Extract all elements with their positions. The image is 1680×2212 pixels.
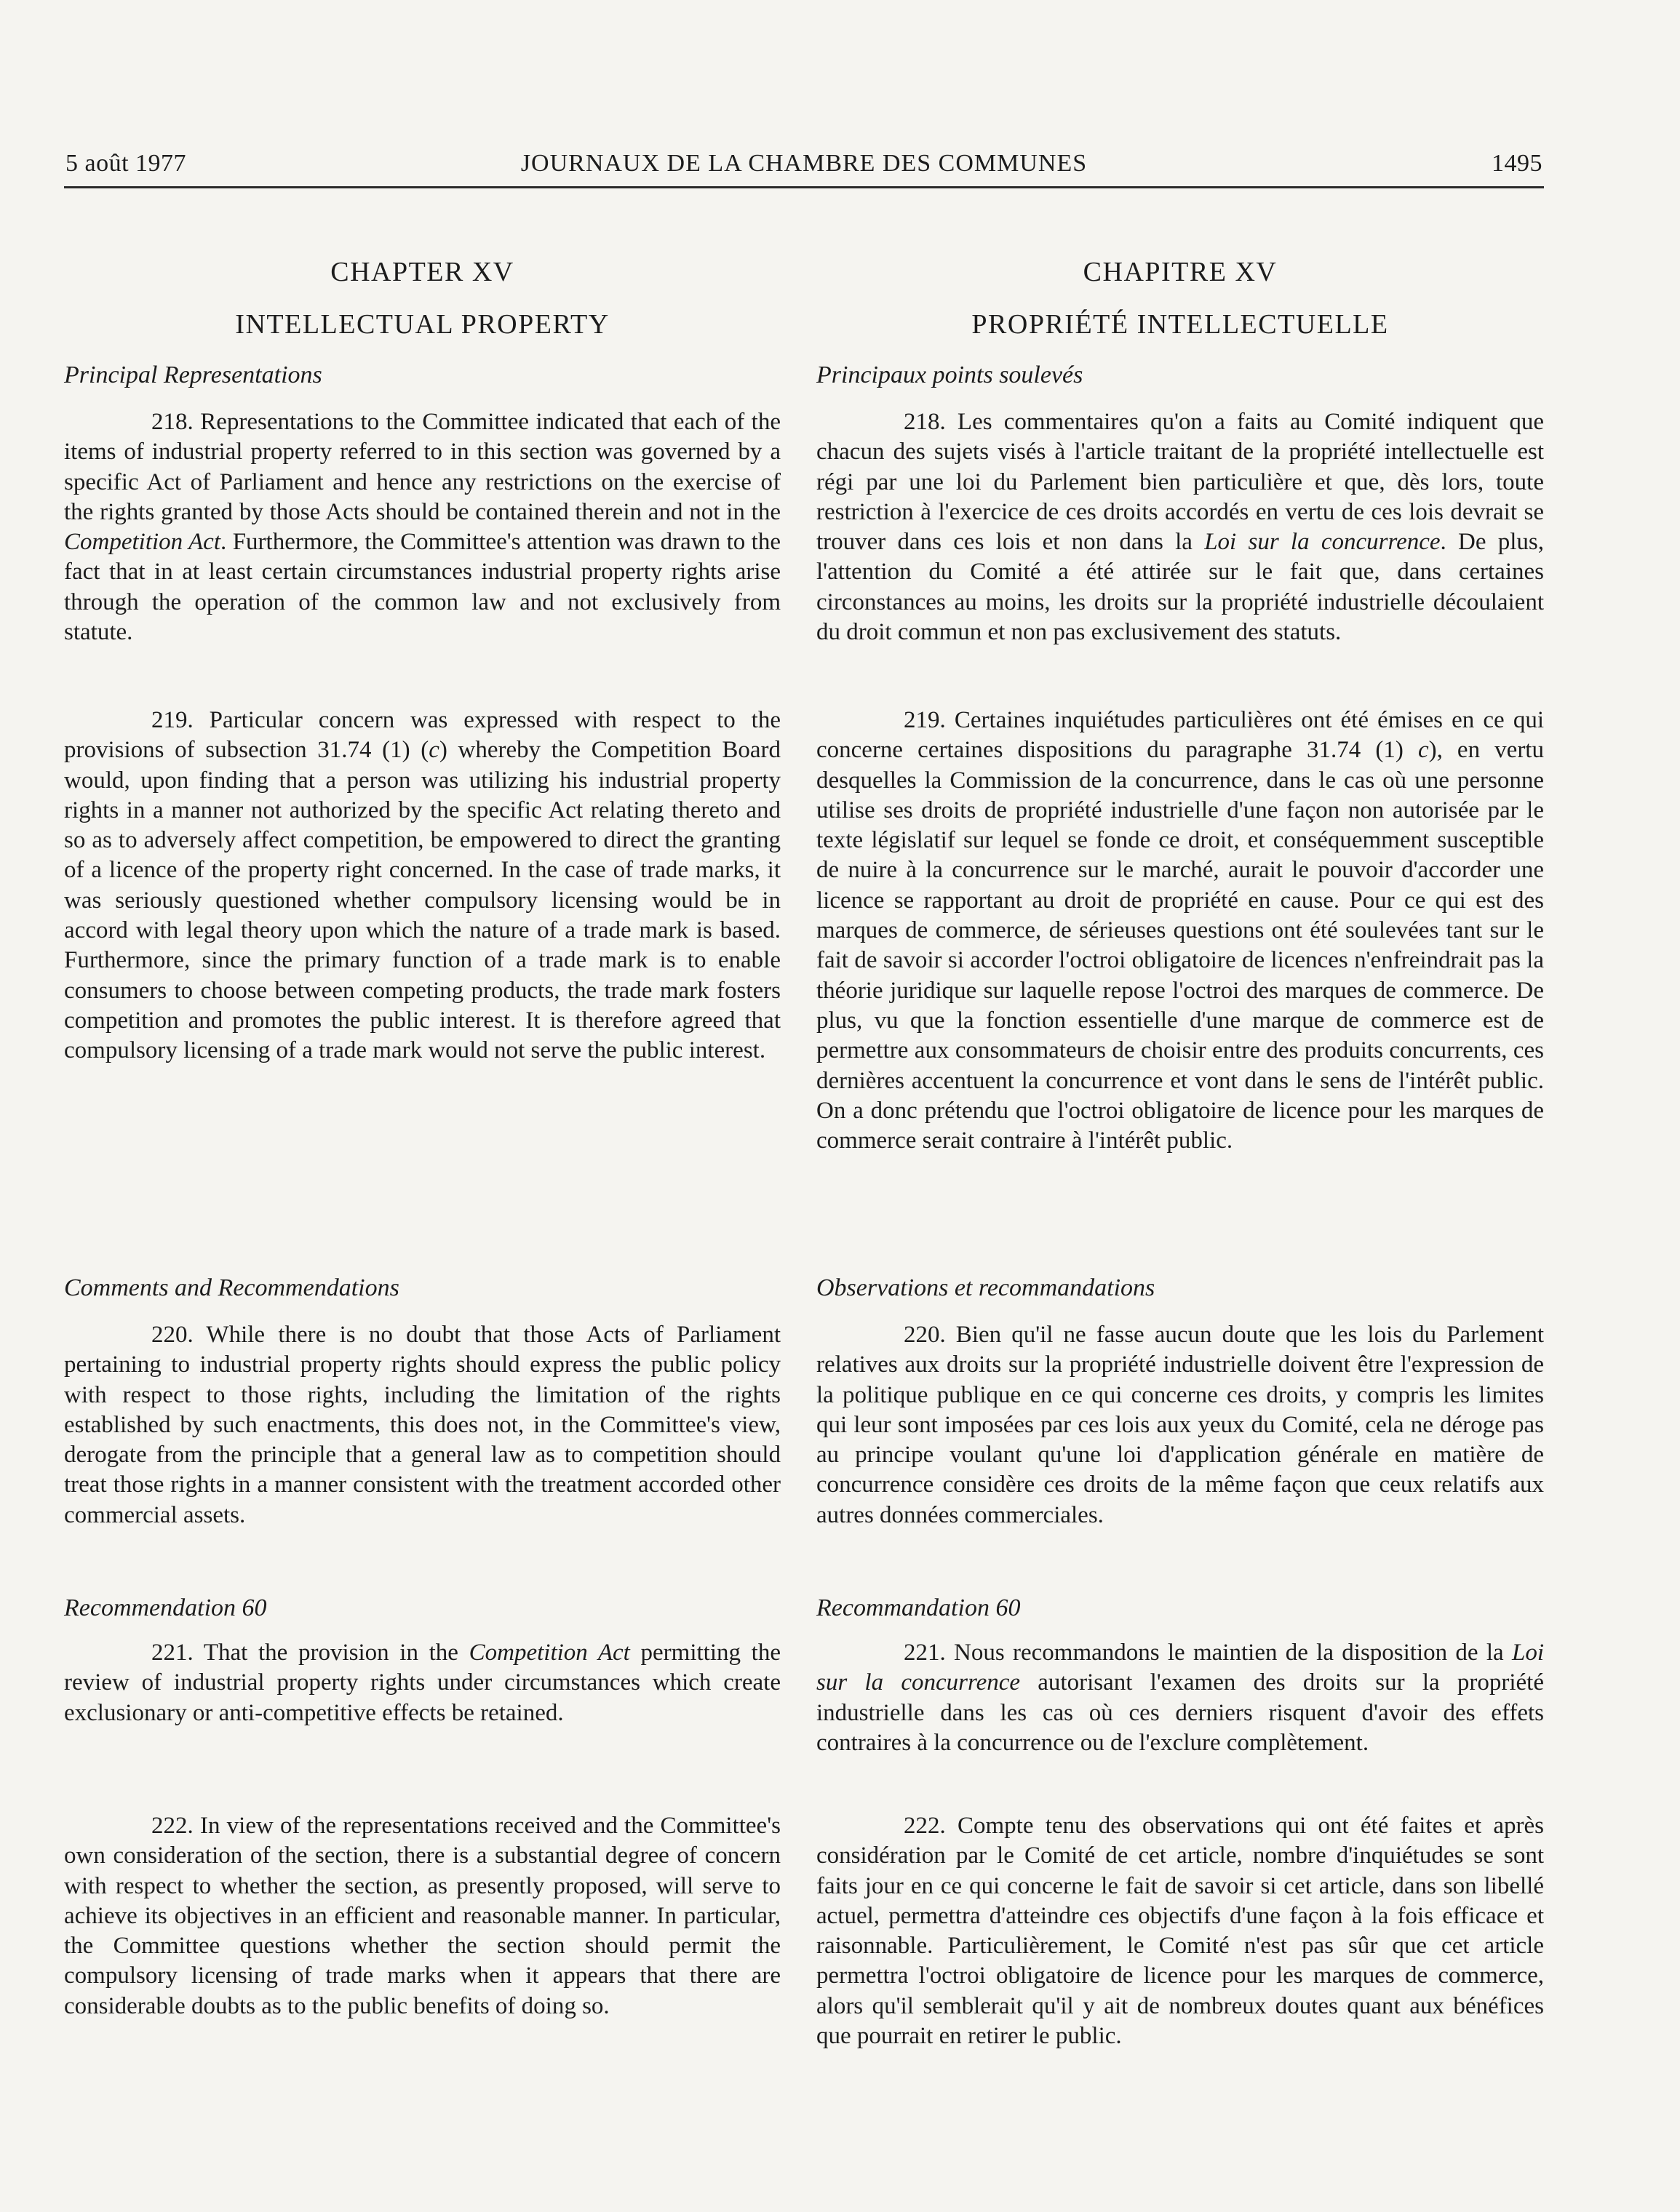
header-date: 5 août 1977 xyxy=(65,150,187,177)
paragraph-221: 221. That the provision in the Competition Act permitting the review of industrial property rights under circumstances which create exclusionary or anti-competitive effects be retained. xyxy=(64,1640,781,1726)
paragraph-219: 219. Particular concern was expressed with respect to the provisions of subsection 31.74 (1) (c) whereby the Competition Board would, upon finding that a person was utilizing his industrial property rights in a manner not authorized by the specific Act relating thereto and so as to adversely affect competition, be empowered to direct the granting of a licence of the property right concerned. In the case of trade marks, it was seriously questioned whether compulsory licensing would be in accord with legal theory upon which the nature of a trade mark is based. Furthermore, since the primary function of a trade mark is to enable consumers to choose between competing products, the trade mark fosters competition and promotes the public interest. It is therefore agreed that compulsory licensing of a trade mark would not serve the public interest. xyxy=(64,707,781,1064)
section-heading-principal: Principaux points soulevés xyxy=(816,362,1083,388)
section-heading-recommendation: Recommendation 60 xyxy=(64,1594,267,1621)
section-heading-recommendation: Recommandation 60 xyxy=(816,1594,1021,1621)
section-heading-comments: Comments and Recommendations xyxy=(64,1274,399,1301)
chapter-title: INTELLECTUAL PROPERTY xyxy=(235,309,610,340)
french-column xyxy=(816,240,1544,2050)
paragraph-222: 222. Compte tenu des observations qui ont été faites et après considération par le Comité de cet article, nombre d'inquiétudes se sont faits jour en ce qui concerne le fait de savoir si cet article, dans son libellé actuel, permettra d'atteindre ces objectifs d'une façon à la fois efficace et raisonnable. Particulièrement, le Comité n'est pas sûr que cet article permettra l'octroi obligatoire de licence pour les marques de commerce, alors qu'il semblerait qu'il y ait de nombreux doutes quant aux bénéfices que pourrait en retirer le public. xyxy=(816,1813,1544,2050)
page-number: 1495 xyxy=(1492,150,1542,177)
paragraph-222: 222. In view of the representations received and the Committee's own consideration of the section, there is a substantial degree of concern with respect to whether the section, as presently proposed, will serve to achieve its objectives in an efficient and reasonable manner. In particular, the Committee questions whether the section should permit the compulsory licensing of trade marks when it appears that there are considerable doubts as to the public benefits of doing so. xyxy=(64,1813,781,2019)
header-title: JOURNAUX DE LA CHAMBRE DES COMMUNES xyxy=(520,150,1088,177)
paragraph-220: 220. Bien qu'il ne fasse aucun doute que les lois du Parlement relatives aux droits sur la propriété industrielle doivent être l'expression de la politique publique en ce qui concerne ces droits, y compris les limites qui leur sont imposées par ces lois aux yeux du Comité, cela ne déroge pas au principe voulant qu'une loi d'application générale en matière de concurrence considère ces droits de la même façon que ceux relatifs aux autres données commerciales. xyxy=(816,1322,1544,1528)
paragraph-221: 221. Nous recommandons le maintien de la disposition de la Loi sur la concurrence autorisant l'examen des droits sur la propriété industrielle dans les cas où ces derniers risquent d'avoir des effets contraires à la concurrence ou de l'exclure complètement. xyxy=(816,1640,1544,1756)
section-heading-comments: Observations et recommandations xyxy=(816,1274,1155,1301)
page-header xyxy=(64,145,1544,188)
chapter-number: CHAPITRE XV xyxy=(1083,257,1278,287)
chapter-number: CHAPTER XV xyxy=(330,257,514,287)
paragraph-218: 218. Representations to the Committee indicated that each of the items of industrial property referred to in this section was governed by a specific Act of Parliament and hence any restrictions on the exercise of the rights granted by those Acts should be contained therein and not in the Competition Act. Furthermore, the Committee's attention was drawn to the fact that in at least certain circumstances industrial property rights arise through the operation of the common law and not exclusively from statute. xyxy=(64,409,781,646)
chapter-title: PROPRIÉTÉ INTELLECTUELLE xyxy=(971,309,1389,340)
paragraph-218: 218. Les commentaires qu'on a faits au Comité indiquent que chacun des sujets visés à l'article traitant de la propriété intellectuelle est régi par une loi du Parlement bien particulière et que, dès lors, toute restriction à l'exercice de ces droits accordés en vertu de ces lois devrait se trouver dans ces lois et non dans la Loi sur la concurrence. De plus, l'attention du Comité a été attirée sur le fait que, dans certaines circonstances au moins, les droits sur la propriété industrielle découlaient du droit commun et non pas exclusivement des statuts. xyxy=(816,409,1544,646)
paragraph-220: 220. While there is no doubt that those Acts of Parliament pertaining to industrial property rights should express the public policy with respect to those rights, including the limitation of the rights established by such enactments, this does not, in the Committee's view, derogate from the principle that a general law as to competition should treat those rights in a manner consistent with the treatment accorded other commercial assets. xyxy=(64,1322,781,1528)
english-column xyxy=(64,240,781,2019)
paragraph-219: 219. Certaines inquiétudes particulières ont été émises en ce qui concerne certaines dispositions du paragraphe 31.74 (1) c), en vertu desquelles la Commission de la concurrence, dans le cas où une personne utilise ses droits de propriété industrielle d'une façon non autorisée par le texte législatif sur lequel se fonde ce droit, et conséquemment susceptible de nuire à la concurrence sur le marché, aurait le pouvoir d'accorder une licence se rapportant au droit de propriété en cause. Pour ce qui est des marques de commerce, de sérieuses questions ont été soulevées tant sur le fait de savoir si accorder l'octroi obligatoire de licences n'enfreindrait pas la théorie juridique sur laquelle repose l'octroi des marques de commerce. De plus, vu que la fonction essentielle d'une marque de commerce est de permettre aux consommateurs de choisir entre des produits concurrents, ces dernières accentuent la concurrence et vont dans le sens de l'intérêt public. On a donc prétendu que l'octroi obligatoire de licence pour les marques de commerce serait contraire à l'intérêt public. xyxy=(816,707,1544,1154)
section-heading-principal: Principal Representations xyxy=(64,362,322,388)
